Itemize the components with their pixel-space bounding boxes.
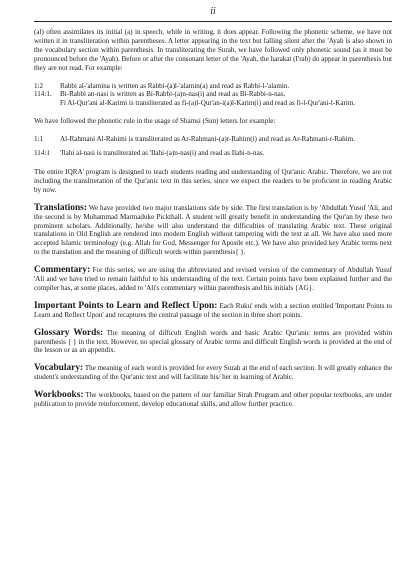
section-vocabulary: [34, 364, 392, 382]
intro-paragraph: (al) often assimilates its initial (a) in speech, while in writing, it does appear. Following the phonetic scheme, we have not written it in transliteration within parentheses. A letter appearing in the text but falling silent after the 'Ayah is also shown in the vocabulary section within parenthesis. In transliterating the Surah, we have followed only phonetic sound (as it must be pronounced before the 'Ayah). Before or after the consonant letter of the 'Ayah, the harakat (I'rab) do appear in parenthesis but they are not read. For example:: [34, 28, 392, 72]
example-ref: 114:1: [34, 149, 50, 158]
section-heading: Translations:: [34, 202, 87, 213]
section-text: The meaning of difficult English words and basic Arabic Qur'anic terms are provided within parenthesis { } in the text. However, no special glossary of Arabic terms and difficult English words is provided at the end of the lesson or as an appendix.: [34, 328, 392, 355]
section-text: The meaning of each word is provided for every Surah at the end of each section. It will greatly enhance the student's understanding of the Qur'anic text and will facilitate his/ her in learning of Arabic.: [34, 364, 392, 382]
section-heading: Commentary:: [34, 265, 91, 276]
section-important-points: [34, 302, 392, 320]
section-translations: [34, 204, 392, 257]
section-heading: Vocabulary:: [34, 363, 84, 374]
example-ref: 1:1: [34, 135, 44, 144]
iqra-paragraph: The entire IQRA' program is designed to teach students reading and understanding of Qur'anic Arabic. Therefore, we are not including the transliteration of the Qur'anic text in this series, since we expect the readers to be proficient in reading Arabic by now.: [34, 167, 392, 194]
section-heading: Glossary Words:: [34, 327, 104, 338]
example-item: [34, 149, 392, 158]
example-line: Fi Al-Qur'ani al-Karimi is transliterated as fi-(a)l-Qur'an-i(a)l-Karim(i) and read as fi-l-Qur'ani-l-Karim.: [60, 99, 356, 108]
shamsi-examples: [34, 135, 392, 158]
section-commentary: [34, 266, 392, 293]
example-ref: 1:2: [34, 81, 44, 90]
section-workbooks: [34, 391, 392, 409]
section-glossary: [34, 329, 392, 356]
example-line: Rabbi al-'alamina is written as Rabbi-(a)l-'alamin(a) and read as Rabbi-l-'alamin.: [60, 81, 290, 90]
section-heading: Important Points to Learn and Reflect Upon:: [34, 300, 218, 311]
qamari-examples: [34, 82, 392, 109]
example-line: Bi-Rabbi an-nasi is written as Bi-Rabbi-(a)n-nas(i) and read as Bi-Rabbi-n-nas.: [60, 90, 286, 99]
section-text: The workbooks, based on the pattern of our familiar Sirah Program and other popular textbooks, are under publication to provide reinforcement, develop educational skills, and allow further practice.: [34, 391, 392, 409]
section-text: We have provided two major translations side by side. The first translation is by 'Abdullah Yusuf 'Ali, and the second is by Muhammad Marmaduke Pickthall. A student will greatly benefit in understanding the Qur'an by these two prominent scholars. Additionally, he/she will also understand the difficulties of translating Arabic text. These original translations in Old English are rendered into modern English without tampering with the text at all. We have also used more accepted Islamic terminology (e.g. Allah for God, Messenger for Apostle etc.). We have also provided key Arabic terms next to the translation and the meaning of difficult words within parenthesis{ }.: [34, 203, 392, 257]
example-ref: 114:1.: [34, 90, 52, 99]
page-number: ii: [210, 6, 216, 17]
section-heading: Workbooks:: [34, 390, 84, 401]
shamsi-intro: We have followed the phonetic rule in the usage of Shamsi (Sun) letters for example:: [34, 117, 276, 126]
example-item: [34, 135, 392, 144]
header-rule: [34, 21, 392, 22]
section-text: Each Ruku' ends with a section entitled 'Important Points to Learn and Reflect Upon' and recaptures the central passage of the section in three short points.: [34, 301, 392, 319]
section-text: For this series, we are using the abbreviated and revised version of the commentary of Abdullah Yusuf 'Ali and we have tried to remain faithful to his understanding of the text. Certain points have been explained further and the compiler has, at some places, added to 'Ali's commentary within parenthesis and his initials {AG}.: [34, 266, 392, 292]
example-item: [34, 82, 392, 91]
example-line: 'Ilahi al-nasi is transliterated as 'Ilahi-(a)n-nas(i) and read as Ilahi-n-nas.: [60, 149, 265, 158]
example-item: [34, 90, 392, 108]
example-line: Al-Rahmani Al-Rahimi is transliterated as Ar-Rahmani-(a)r-Rahim(i) and read as Ar-Rahmani-r-Rahim.: [60, 135, 355, 144]
